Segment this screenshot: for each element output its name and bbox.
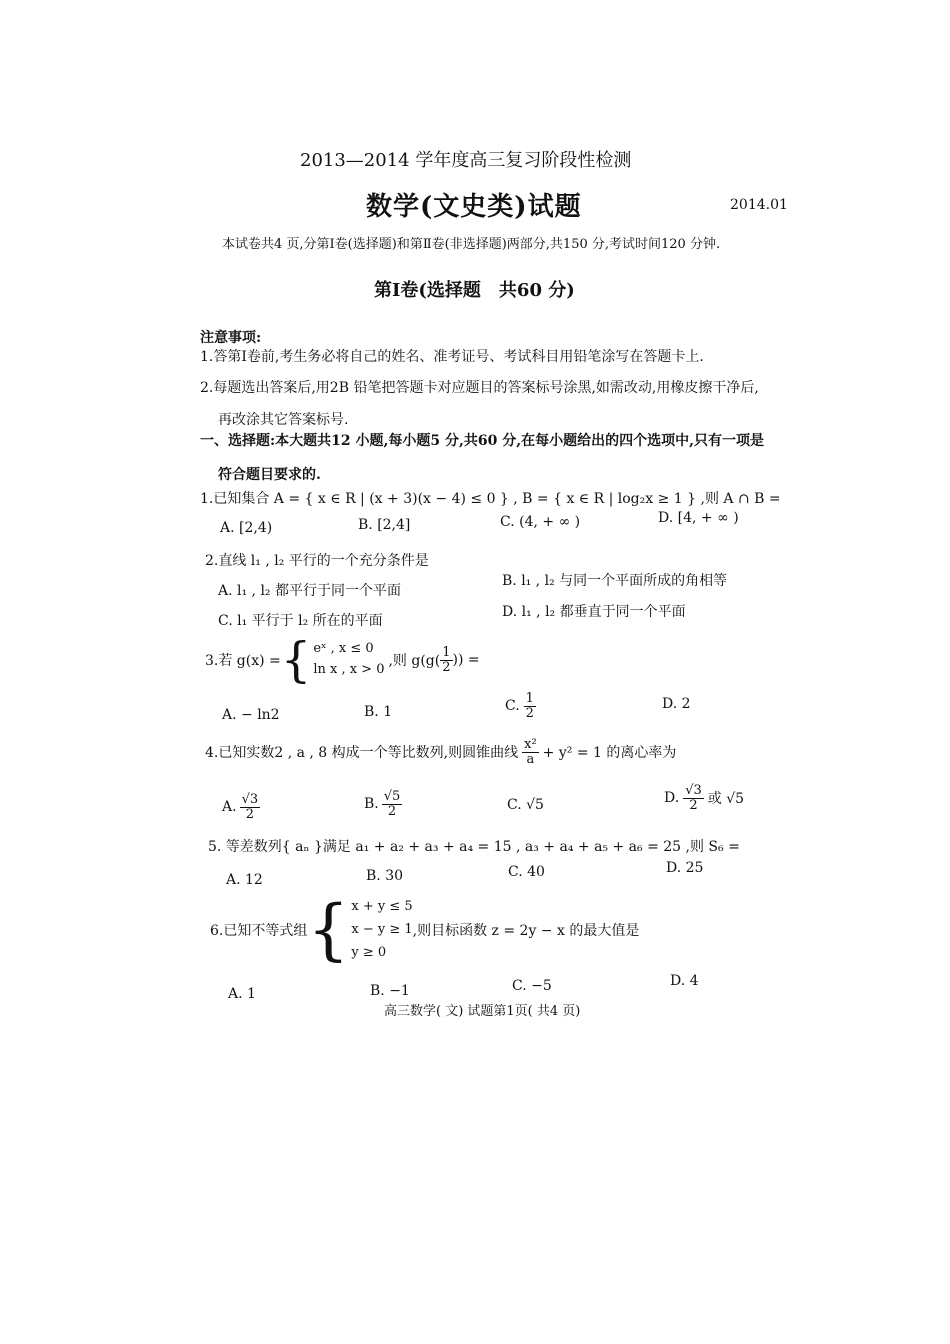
question-4-option-c: C. √5 [507,797,544,813]
exam-intro: 本试卷共4 页,分第Ⅰ卷(选择题)和第Ⅱ卷(非选择题)两部分,共150 分,考试时间120 分钟. [222,237,721,252]
question-5-stem: 5. 等差数列{ aₙ }满足 a₁ + a₂ + a₃ + a₄ = 15 , a₃ + a₄ + a₅ + a₆ = 25 ,则 S₆ = [208,839,740,855]
fraction-x2-over-a [522,738,539,766]
question-6-prefix: 6.已知不等式组 [210,923,308,940]
question-3-option-c [505,692,536,720]
note-item-2: 2.每题选出答案后,用2B 铅笔把答题卡对应题目的答案标号涂黑,如需改动,用橡皮擦干净后, [200,380,759,396]
question-6-option-c: C. −5 [512,978,552,994]
fraction-denominator: 2 [245,806,254,822]
fraction [240,793,261,821]
fraction-half [440,646,452,674]
option-label: C. [505,698,520,715]
question-6-option-a: A. 1 [228,986,256,1002]
case-2: ln x , x > 0 [313,662,385,677]
question-6-suffix: ,则目标函数 z = 2y − x 的最大值是 [412,923,640,940]
question-1-option-b: B. [2,4] [358,517,411,533]
question-2-option-b: B. l₁ , l₂ 与同一个平面所成的角相等 [502,573,728,589]
page-footer: 高三数学( 文) 试题第1页( 共4 页) [384,1004,581,1019]
question-4-option-b [364,790,402,818]
exam-header: 2013—2014 学年度高三复习阶段性检测 [300,150,632,171]
question-3-mid: ,则 g(g( [388,653,441,669]
case-1: eˣ , x ≤ 0 [313,641,374,657]
notes-heading: 注意事项: [200,330,262,346]
fraction-denominator: 2 [525,705,534,721]
option-label: B. [364,796,379,813]
question-2-option-d: D. l₁ , l₂ 都垂直于同一个平面 [502,604,686,620]
question-3-prefix: 3.若 g(x) = [205,653,281,669]
question-2-option-c: C. l₁ 平行于 l₂ 所在的平面 [218,613,383,629]
question-1-option-c: C. (4, + ∞ ) [500,514,581,530]
option-d-tail: 或 √5 [707,791,745,808]
exam-date: 2014.01 [730,197,788,213]
inequality-3: y ≥ 0 [351,944,387,960]
fraction-denominator: 2 [442,659,451,675]
option-label: A. [222,799,237,816]
question-5-option-d: D. 25 [666,860,704,876]
option-label: D. [664,790,680,807]
inequality-system [307,891,413,969]
question-6-stem [210,891,640,969]
fraction [382,790,403,818]
fraction-denominator: 2 [387,803,397,819]
inequality-2: x − y ≥ 1 [351,921,413,937]
brace-icon: { [307,891,350,969]
fraction [683,784,704,812]
question-1-stem: 1.已知集合 A = { x ∈ R | (x + 3)(x − 4) ≤ 0 } , B = { x ∈ R | log₂x ≥ 1 } ,则 A ∩ B = [200,491,781,507]
fraction-numerator: √5 [383,789,401,804]
fraction-numerator: √3 [241,792,259,807]
fraction-numerator: 1 [442,644,451,660]
question-6-option-d: D. 4 [670,973,699,989]
question-6-option-b: B. −1 [370,983,410,999]
question-3-stem [205,632,480,688]
piecewise-function [280,632,385,688]
part-instructions: 一、选择题:本大题共12 小题,每小题5 分,共60 分,在每小题给出的四个选项中,只有一项是 [200,433,764,449]
question-3-option-d: D. 2 [662,696,691,712]
question-4-option-a [222,793,260,821]
question-2-option-a: A. l₁ , l₂ 都平行于同一个平面 [218,583,401,599]
question-4-option-d [664,784,744,812]
exam-title: 数学(文史类)试题 [366,192,582,222]
fraction-numerator: 1 [525,691,534,706]
fraction-denominator: 2 [689,797,698,813]
question-4-prefix: 4.已知实数2 , a , 8 构成一个等比数列,则圆锥曲线 [205,745,519,762]
question-4-suffix: + y² = 1 的离心率为 [542,745,677,762]
fraction-numerator: √3 [685,783,702,798]
question-4-stem [205,738,676,766]
note-item-1: 1.答第Ⅰ卷前,考生务必将自己的姓名、准考证号、考试科目用铅笔涂写在答题卡上. [200,349,704,365]
inequality-1: x + y ≤ 5 [351,899,413,914]
fraction-denominator: a [526,751,535,767]
part-instructions-cont: 符合题目要求的. [218,467,321,483]
question-5-option-b: B. 30 [366,868,404,884]
question-2-stem: 2.直线 l₁ , l₂ 平行的一个充分条件是 [205,553,429,569]
question-1-option-d: D. [4, + ∞ ) [658,510,739,526]
question-3-suffix: )) = [452,652,480,668]
fraction-half [524,692,536,720]
section-title: 第Ⅰ卷(选择题 共60 分) [374,280,575,301]
question-5-option-a: A. 12 [226,872,263,888]
brace-icon: { [280,632,312,688]
fraction-numerator: x² [524,737,537,752]
question-1-option-a: A. [2,4) [220,520,273,536]
note-item-2-cont: 再改涂其它答案标号. [218,412,349,428]
question-3-option-a: A. − ln2 [222,707,280,723]
question-5-option-c: C. 40 [508,864,545,880]
question-3-option-b: B. 1 [364,704,393,720]
